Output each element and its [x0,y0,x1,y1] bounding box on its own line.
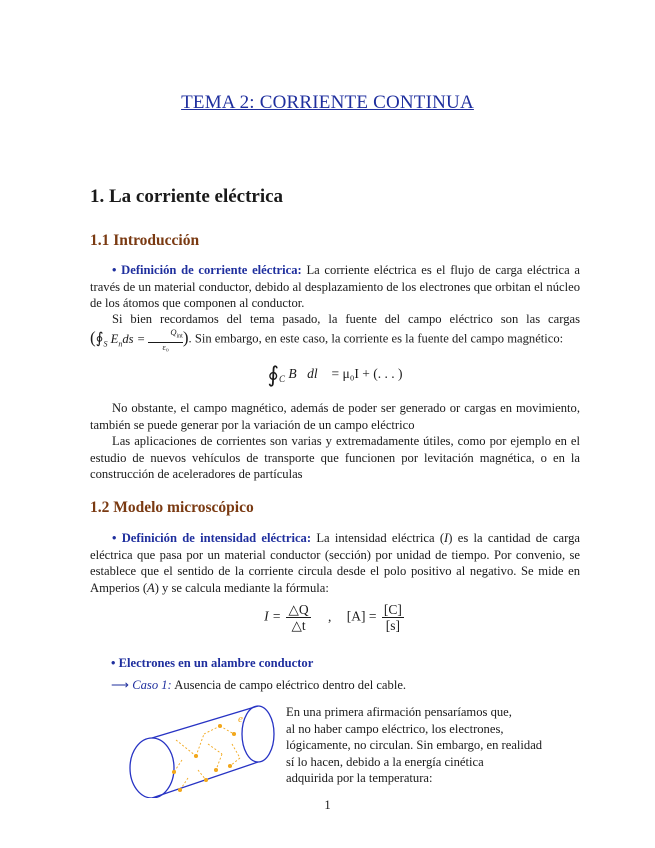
side-line: En una primera afirmación pensaríamos que, [286,705,512,719]
eq2-num: △Q [288,602,309,617]
bullet-icon: • [112,263,117,277]
definition-paragraph-1 [90,262,580,312]
eq1-rhs: = μ₀I + (. . . ) [331,366,403,382]
subsection-heading-1-1: 1.1 Introducción [90,232,200,249]
gauss-sub-n: n [118,339,123,349]
arrow-right-icon: ⟶ [111,678,130,692]
def2-symbol-I: I [444,531,449,545]
gauss-integrand: E [110,331,119,346]
side-line: lógicamente, no circulan. Sin embargo, en realidad [286,738,543,753]
gauss-fraction [148,328,182,352]
def2-symbol-A: A [147,580,155,595]
definition-term-1: Definición de corriente eléctrica: [121,263,302,277]
eq2-den2: [s] [385,618,400,633]
case-1-label: Caso 1: [132,678,172,692]
eq2-den: △t [291,618,306,633]
eq2-separator: , [328,608,332,624]
section-heading-1: 1. La corriente eléctrica [90,186,284,207]
paragraph-gauss [90,311,580,352]
cable-diagram [112,700,284,798]
bullet-icon: • [111,656,116,670]
electron-label: e [238,713,243,725]
gauss-formula: ($∮_S$ $E_nds$ = $\frac{Q_{int}}{\text{ε₀}}$) [90,327,189,352]
eq1-subscript: C [278,373,285,384]
bullet-electrons-heading [111,655,571,672]
eq2-num2: [C] [383,602,402,617]
cable-cylinder [130,706,274,798]
subsection-heading-1-2: 1.2 Modelo microscópico [90,499,254,516]
paragraph-4: Las aplicaciones de corrientes son varias y extremadamente útiles, como por ejemplo en el estudio de nuevos vehículos de transporte que funcionen por levitación magnética, o en la construcción de aceleradores de partículas [90,434,580,482]
eq2-I: I = [264,608,282,624]
side-line: al no haber campo eléctrico, los electrones, [286,721,504,736]
definition-text-1: La corriente eléctrica es el flujo de carga eléctrica a través de un material conductor, debido al desplazamiento de los electrones que orbitan el núcleo de los átomos que componen al conductor. [90,263,580,311]
gauss-num: Q [170,327,177,337]
electron-paths [172,724,240,791]
case-1-line [111,677,406,693]
bullet-electrons-label: Electrones en un alambre conductor [118,656,314,670]
gauss-num-sub: int [176,333,183,340]
eq2-A: [A] = [346,608,377,624]
case-1-text: Ausencia de campo eléctrico dentro del cable. [174,678,407,692]
definition-paragraph-2 [90,530,580,596]
page-number: 1 [324,798,331,812]
side-line: adquirida por la temperatura: [286,771,433,786]
definition-text-2c: ) y se calcula mediante la fórmula: [154,580,329,595]
gauss-ds: ds = [122,331,146,346]
paragraph-3: No obstante, el campo magnético, además de poder ser generado or cargas en movimiento, también se puede generar por la variación de un campo eléctrico [90,401,580,432]
document-title: TEMA 2: CORRIENTE CONTINUA [181,92,474,113]
eq2-fraction-1 [286,602,310,633]
equation-intensity [90,602,580,633]
equation-ampere: $∮_C$ B⃗dl⃗ = μ₀I + (. . . ) [267,362,403,387]
definition-term-2: Definición de intensidad eléctrica: [121,531,312,545]
side-explanation [286,704,576,787]
eq2-fraction-2 [382,602,404,633]
side-line: sí lo hacen, debido a la energía cinética [286,754,484,769]
gauss-sub-s: S [103,339,108,349]
paragraph-gauss-text-a: Si bien recordamos del tema pasado, la fuente del campo eléctrico son las cargas [112,312,580,326]
definition-text-2b: ) es la cantidad de carga eléctrica que pasa por un material conductor (sección) por unidad de tiempo. Por convenio, se establece que el sentido de la corriente circula desde el polo positivo al negativo. Se mide en Amperios ( [90,531,580,595]
gauss-den: ε₀ [162,341,169,352]
definition-text-2a: La intensidad eléctrica ( [316,531,445,545]
bullet-icon: • [112,531,117,545]
eq1-lhs: B⃗dl⃗ [288,366,329,382]
paragraph-gauss-text-b: . Sin embargo, en este caso, la corriente es la fuente del campo magnético: [188,331,564,346]
